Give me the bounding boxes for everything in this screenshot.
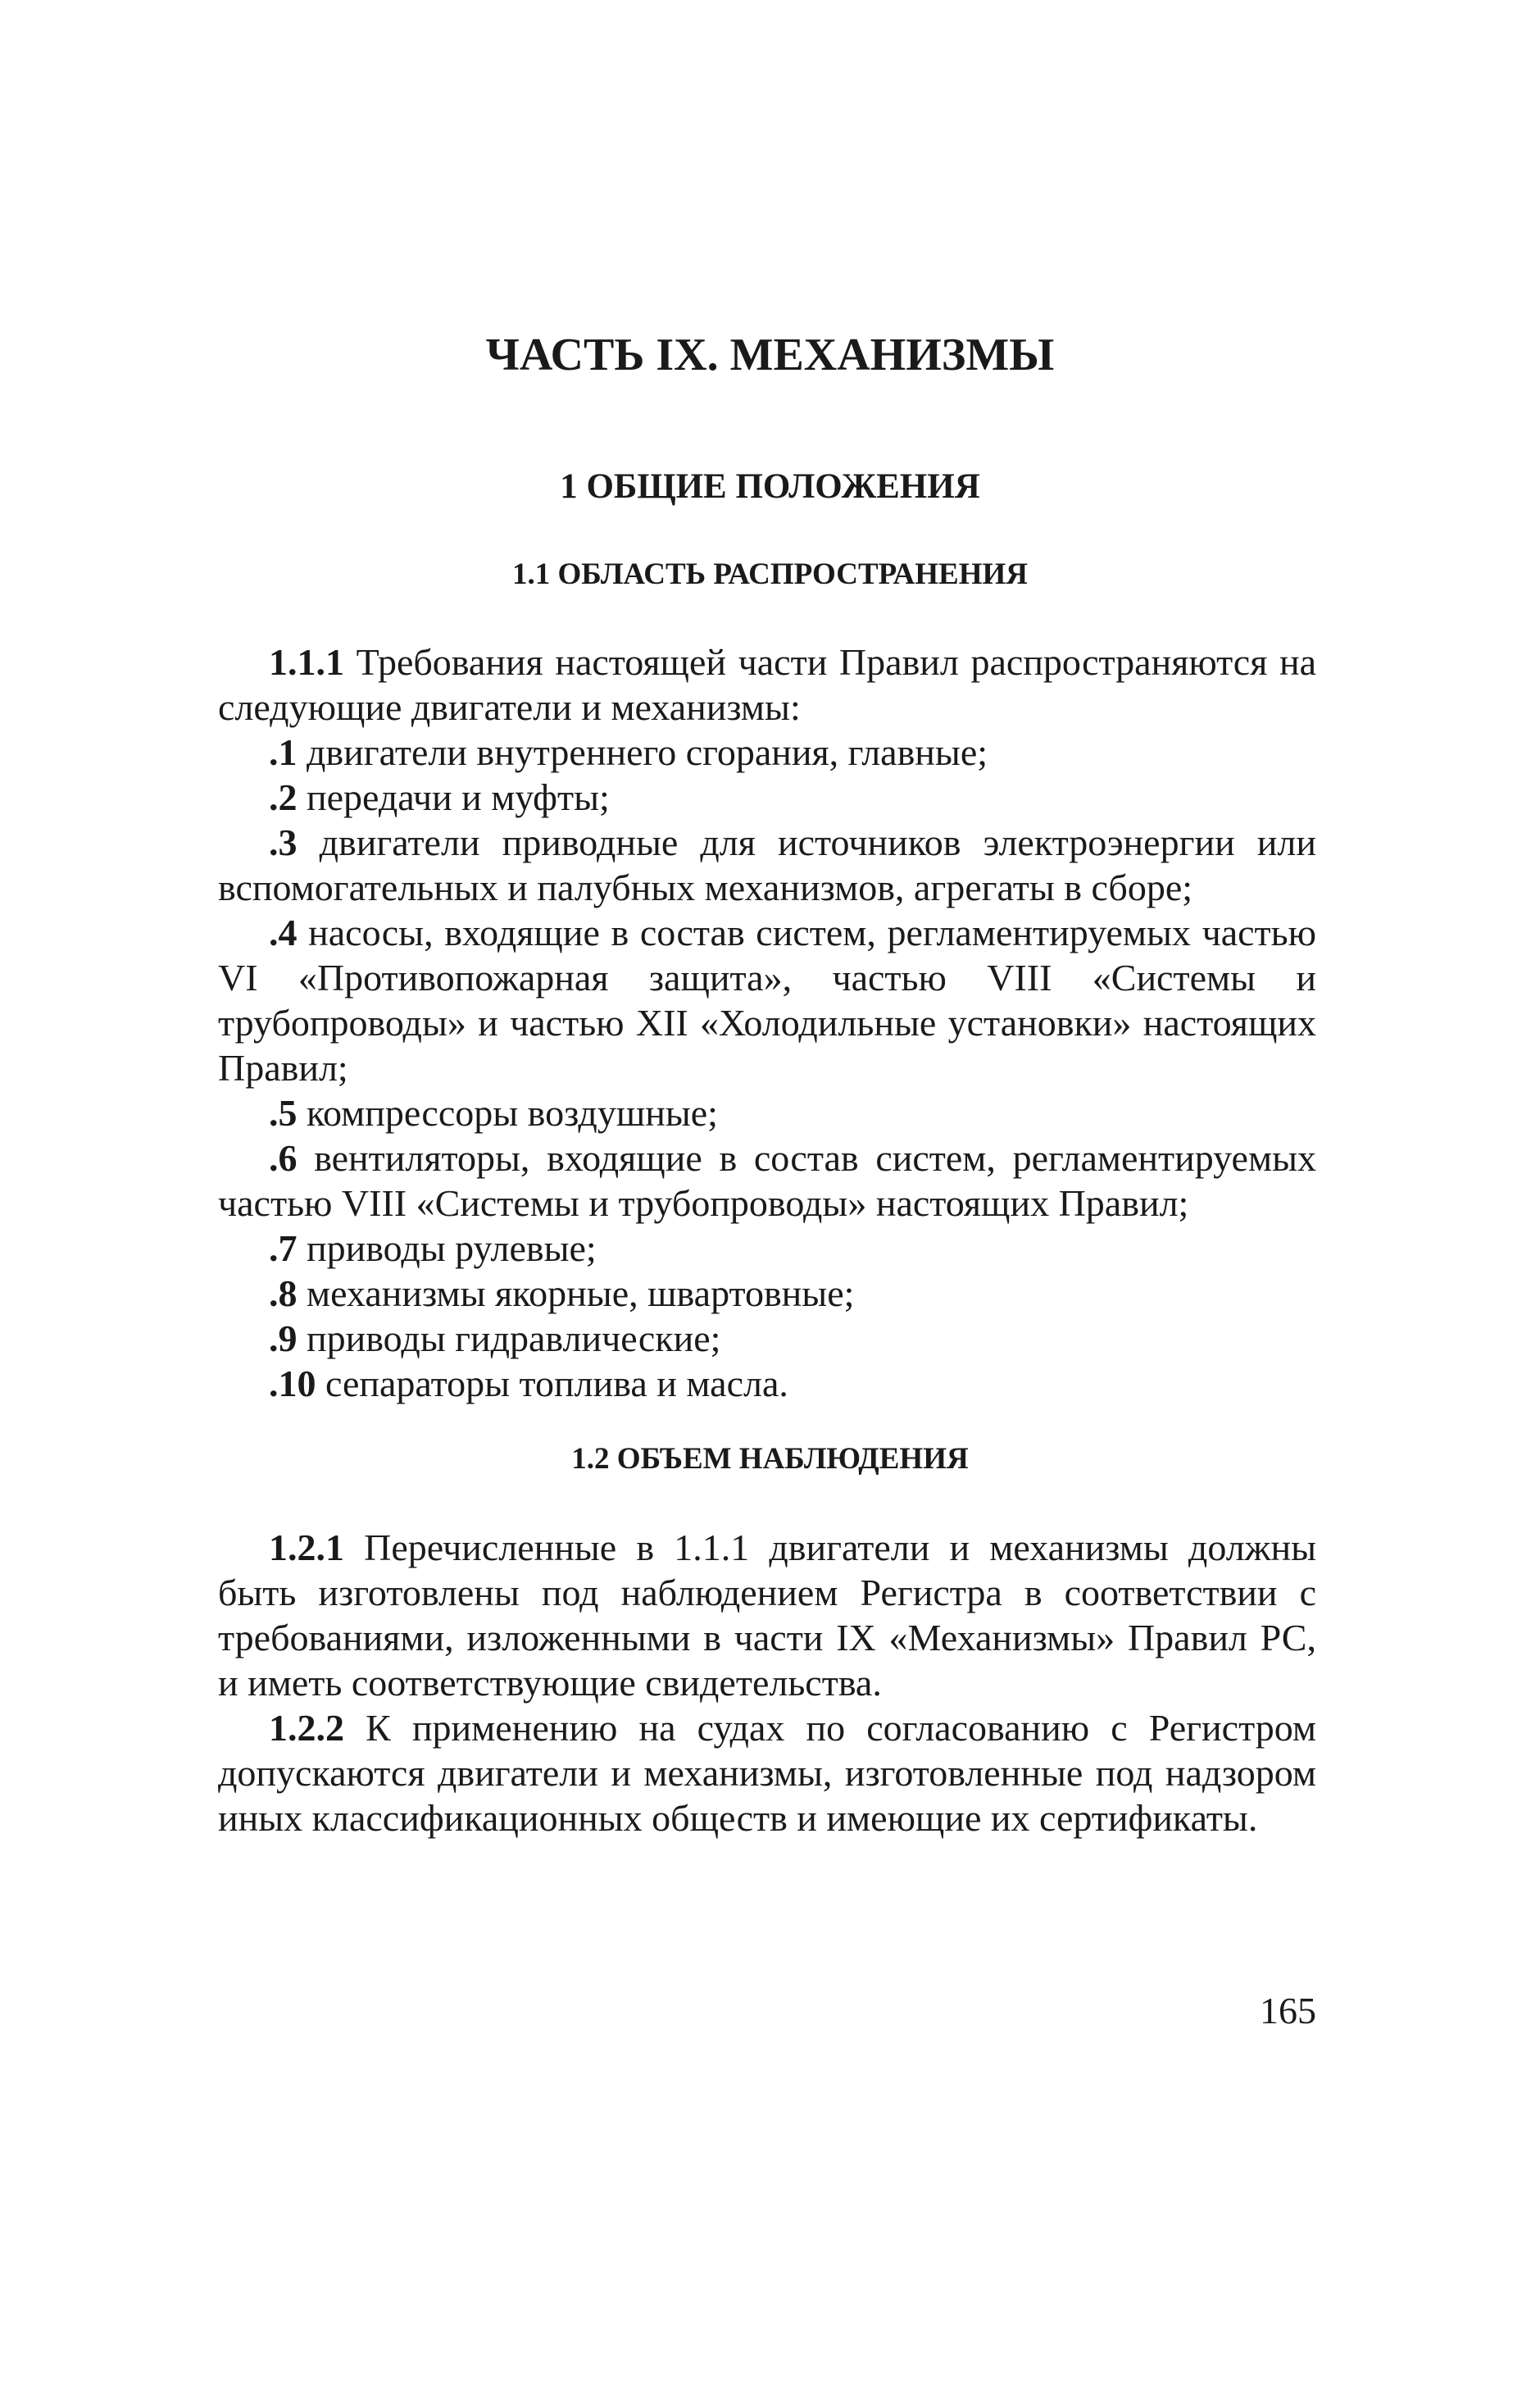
subsection-1-2-heading: 1.2 ОБЪЕМ НАБЛЮДЕНИЯ [571, 1442, 969, 1476]
list-item [218, 1135, 1316, 1226]
list-item [218, 1361, 1316, 1406]
paragraph-text: Требования настоящей части Правил распространяются на следующие двигатели и механизмы: [218, 641, 1316, 728]
page-number: 165 [1260, 1990, 1316, 2031]
paragraph-1-2-2 [218, 1705, 1316, 1840]
list-item [218, 1316, 1316, 1361]
item-number: .1 [269, 731, 298, 773]
item-number: .10 [269, 1363, 316, 1404]
paragraph-number: 1.2.1 [269, 1526, 344, 1568]
list-item [218, 775, 1316, 820]
paragraph-1-1-1 [218, 639, 1316, 730]
list-item [218, 910, 1316, 1090]
subsection-1-1-heading: 1.1 ОБЛАСТЬ РАСПРОСТРАНЕНИЯ [512, 557, 1028, 591]
item-number: .3 [269, 821, 298, 863]
item-text: передачи и муфты; [297, 776, 610, 818]
list-item [218, 1271, 1316, 1316]
item-number: .4 [269, 912, 298, 953]
item-text: приводы гидравлические; [297, 1317, 721, 1359]
item-number: .6 [269, 1137, 298, 1179]
paragraph-number: 1.2.2 [269, 1707, 344, 1749]
item-text: вентиляторы, входящие в состав систем, регламентируемых частью VIII «Системы и трубопроводы» настоящих Правил; [218, 1137, 1316, 1224]
list-item [218, 730, 1316, 775]
paragraph-text: Перечисленные в 1.1.1 двигатели и механизмы должны быть изготовлены под наблюдением Регистра в соответствии с требованиями, изложенными в части IX «Механизмы» Правил РС, и иметь соответствующие свидетельства. [218, 1526, 1316, 1704]
section-1-heading: 1 ОБЩИЕ ПОЛОЖЕНИЯ [560, 467, 980, 506]
paragraph-number: 1.1.1 [269, 641, 344, 683]
subsection-1-1-body [218, 639, 1316, 1406]
item-text: компрессоры воздушные; [297, 1092, 718, 1134]
item-text: двигатели приводные для источников электроэнергии или вспомогательных и палубных механизмов, агрегаты в сборе; [218, 821, 1316, 908]
item-text: приводы рулевые; [297, 1227, 597, 1269]
item-number: .2 [269, 776, 298, 818]
paragraph-text: К применению на судах по согласованию с Регистром допускаются двигатели и механизмы, изготовленные под надзором иных классификационных обществ и имеющие их сертификаты. [218, 1707, 1316, 1839]
list-item [218, 820, 1316, 910]
item-text: двигатели внутреннего сгорания, главные; [297, 731, 988, 773]
item-number: .8 [269, 1272, 298, 1314]
item-text: механизмы якорные, швартовные; [297, 1272, 855, 1314]
subsection-1-2-body [218, 1525, 1316, 1840]
paragraph-1-2-1 [218, 1525, 1316, 1705]
item-number: .5 [269, 1092, 298, 1134]
item-number: .7 [269, 1227, 298, 1269]
part-title: ЧАСТЬ IX. МЕХАНИЗМЫ [485, 330, 1055, 380]
item-text: насосы, входящие в состав систем, регламентируемых частью VI «Противопожарная защита», частью VIII «Системы и трубопроводы» и частью XII «Холодильные установки» настоящих Правил; [218, 912, 1316, 1089]
item-text: сепараторы топлива и масла. [316, 1363, 788, 1404]
item-number: .9 [269, 1317, 298, 1359]
list-item [218, 1226, 1316, 1271]
list-item [218, 1090, 1316, 1135]
